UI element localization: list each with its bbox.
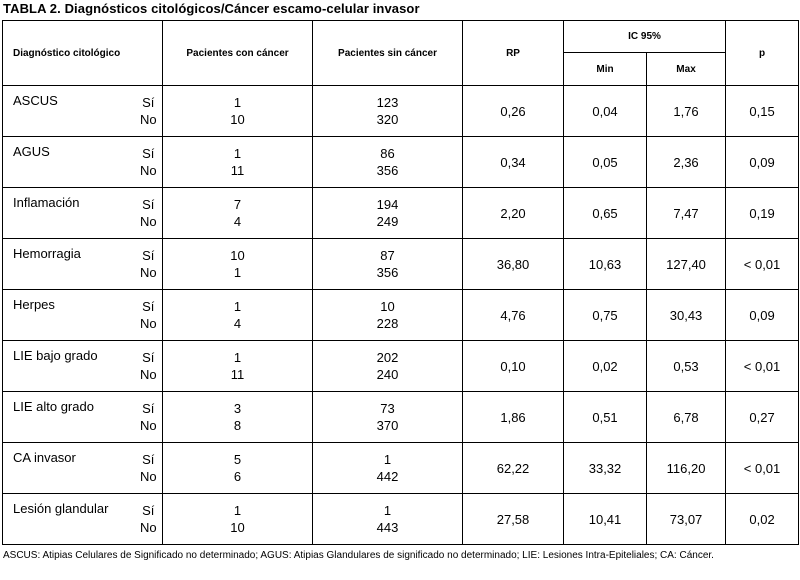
pacientes-con-cancer — [163, 392, 313, 443]
sin-cancer-no: 320 — [376, 112, 399, 127]
table-row — [3, 290, 799, 341]
con-cancer-no: 4 — [233, 316, 242, 331]
sin-cancer-no: 240 — [376, 367, 399, 382]
con-cancer-no: 1 — [233, 265, 242, 280]
con-cancer-si: 3 — [233, 401, 242, 416]
si-no-labels — [123, 86, 163, 137]
label-no: No — [139, 265, 157, 280]
label-no: No — [139, 469, 157, 484]
rp-value: 62,22 — [463, 443, 564, 494]
ic-min-value: 0,05 — [564, 137, 647, 188]
table-row — [3, 188, 799, 239]
con-cancer-no: 11 — [230, 367, 245, 382]
sin-cancer-si: 73 — [380, 401, 395, 416]
rp-value: 36,80 — [463, 239, 564, 290]
sin-cancer-no: 356 — [376, 265, 399, 280]
con-cancer-no: 10 — [230, 520, 245, 535]
sin-cancer-no: 249 — [376, 214, 399, 229]
sin-cancer-no: 356 — [376, 163, 399, 178]
p-value: < 0,01 — [726, 443, 799, 494]
pacientes-sin-cancer — [313, 494, 463, 545]
p-value: 0,19 — [726, 188, 799, 239]
footnote: ASCUS: Atipias Celulares de Significado no determinado; AGUS: Atipias Glandulares de significado no determinado; LIE: Lesiones Intra-Epiteliales; CA: Cáncer. — [3, 550, 714, 561]
label-si: Sí — [142, 503, 155, 518]
sin-cancer-si: 1 — [383, 503, 392, 518]
table-row — [3, 392, 799, 443]
pacientes-con-cancer — [163, 239, 313, 290]
si-no-labels — [123, 188, 163, 239]
pacientes-con-cancer — [163, 341, 313, 392]
con-cancer-no: 8 — [233, 418, 242, 433]
ic-min-value: 0,75 — [564, 290, 647, 341]
si-no-labels — [123, 290, 163, 341]
si-no-labels — [123, 341, 163, 392]
p-value: 0,09 — [726, 137, 799, 188]
table-row — [3, 494, 799, 545]
ic-min-value: 0,04 — [564, 86, 647, 137]
label-no: No — [139, 367, 157, 382]
header-ic: IC 95% — [564, 21, 726, 53]
sin-cancer-no: 442 — [376, 469, 399, 484]
label-no: No — [139, 112, 157, 127]
header-min: Min — [564, 53, 647, 86]
si-no-labels — [123, 494, 163, 545]
pacientes-con-cancer — [163, 443, 313, 494]
header-diagnostico: Diagnóstico citológico — [3, 21, 163, 86]
con-cancer-si: 5 — [233, 452, 242, 467]
con-cancer-no: 11 — [230, 163, 245, 178]
p-value: < 0,01 — [726, 239, 799, 290]
rp-value: 0,26 — [463, 86, 564, 137]
label-si: Sí — [142, 248, 155, 263]
label-si: Sí — [142, 350, 155, 365]
diagnosis-name: Hemorragia — [3, 239, 123, 290]
label-no: No — [139, 520, 157, 535]
si-no-labels — [123, 239, 163, 290]
ic-min-value: 0,51 — [564, 392, 647, 443]
diagnosis-name: AGUS — [3, 137, 123, 188]
con-cancer-no: 10 — [230, 112, 245, 127]
con-cancer-no: 4 — [233, 214, 242, 229]
ic-max-value: 73,07 — [647, 494, 726, 545]
header-rp: RP — [463, 21, 564, 86]
pacientes-con-cancer — [163, 494, 313, 545]
label-no: No — [139, 214, 157, 229]
ic-min-value: 10,63 — [564, 239, 647, 290]
label-no: No — [139, 418, 157, 433]
table-row — [3, 239, 799, 290]
con-cancer-si: 1 — [233, 95, 242, 110]
diagnostic-table — [2, 20, 799, 545]
ic-max-value: 127,40 — [647, 239, 726, 290]
ic-min-value: 33,32 — [564, 443, 647, 494]
rp-value: 0,10 — [463, 341, 564, 392]
table-row — [3, 86, 799, 137]
rp-value: 27,58 — [463, 494, 564, 545]
si-no-labels — [123, 137, 163, 188]
pacientes-con-cancer — [163, 137, 313, 188]
label-si: Sí — [142, 146, 155, 161]
pacientes-sin-cancer — [313, 392, 463, 443]
con-cancer-si: 7 — [233, 197, 242, 212]
con-cancer-no: 6 — [233, 469, 242, 484]
pacientes-con-cancer — [163, 290, 313, 341]
ic-max-value: 30,43 — [647, 290, 726, 341]
con-cancer-si: 1 — [233, 146, 242, 161]
diagnosis-name: Herpes — [3, 290, 123, 341]
pacientes-sin-cancer — [313, 290, 463, 341]
rp-value: 4,76 — [463, 290, 564, 341]
sin-cancer-si: 10 — [380, 299, 395, 314]
label-si: Sí — [142, 401, 155, 416]
diagnosis-name: ASCUS — [3, 86, 123, 137]
con-cancer-si: 10 — [230, 248, 245, 263]
p-value: < 0,01 — [726, 341, 799, 392]
pacientes-sin-cancer — [313, 137, 463, 188]
p-value: 0,15 — [726, 86, 799, 137]
label-si: Sí — [142, 95, 155, 110]
label-si: Sí — [142, 197, 155, 212]
ic-max-value: 116,20 — [647, 443, 726, 494]
sin-cancer-si: 202 — [376, 350, 399, 365]
ic-max-value: 6,78 — [647, 392, 726, 443]
label-si: Sí — [142, 452, 155, 467]
diagnosis-name: Inflamación — [3, 188, 123, 239]
table-body — [3, 86, 799, 545]
sin-cancer-no: 370 — [376, 418, 399, 433]
sin-cancer-si: 123 — [376, 95, 399, 110]
table-row — [3, 443, 799, 494]
header-sin-cancer: Pacientes sin cáncer — [313, 21, 463, 86]
pacientes-sin-cancer — [313, 86, 463, 137]
con-cancer-si: 1 — [233, 350, 242, 365]
si-no-labels — [123, 392, 163, 443]
sin-cancer-si: 1 — [383, 452, 392, 467]
table-title: TABLA 2. Diagnósticos citológicos/Cáncer escamo-celular invasor — [3, 1, 420, 16]
ic-max-value: 7,47 — [647, 188, 726, 239]
p-value: 0,27 — [726, 392, 799, 443]
pacientes-con-cancer — [163, 188, 313, 239]
ic-max-value: 1,76 — [647, 86, 726, 137]
label-no: No — [139, 316, 157, 331]
sin-cancer-no: 228 — [376, 316, 399, 331]
rp-value: 1,86 — [463, 392, 564, 443]
diagnosis-name: LIE bajo grado — [3, 341, 123, 392]
ic-min-value: 10,41 — [564, 494, 647, 545]
sin-cancer-si: 194 — [376, 197, 399, 212]
ic-max-value: 2,36 — [647, 137, 726, 188]
p-value: 0,02 — [726, 494, 799, 545]
con-cancer-si: 1 — [233, 299, 242, 314]
sin-cancer-si: 86 — [380, 146, 395, 161]
header-max: Max — [647, 53, 726, 86]
diagnosis-name: CA invasor — [3, 443, 123, 494]
con-cancer-si: 1 — [233, 503, 242, 518]
pacientes-sin-cancer — [313, 443, 463, 494]
pacientes-sin-cancer — [313, 341, 463, 392]
sin-cancer-si: 87 — [380, 248, 395, 263]
ic-max-value: 0,53 — [647, 341, 726, 392]
p-value: 0,09 — [726, 290, 799, 341]
ic-min-value: 0,02 — [564, 341, 647, 392]
header-p: p — [726, 21, 799, 86]
table-row — [3, 137, 799, 188]
header-con-cancer: Pacientes con cáncer — [163, 21, 313, 86]
diagnosis-name: LIE alto grado — [3, 392, 123, 443]
pacientes-sin-cancer — [313, 188, 463, 239]
rp-value: 0,34 — [463, 137, 564, 188]
si-no-labels — [123, 443, 163, 494]
pacientes-sin-cancer — [313, 239, 463, 290]
table-row — [3, 341, 799, 392]
pacientes-con-cancer — [163, 86, 313, 137]
diagnosis-name: Lesión glandular — [3, 494, 123, 545]
sin-cancer-no: 443 — [376, 520, 399, 535]
label-si: Sí — [142, 299, 155, 314]
rp-value: 2,20 — [463, 188, 564, 239]
ic-min-value: 0,65 — [564, 188, 647, 239]
label-no: No — [139, 163, 157, 178]
